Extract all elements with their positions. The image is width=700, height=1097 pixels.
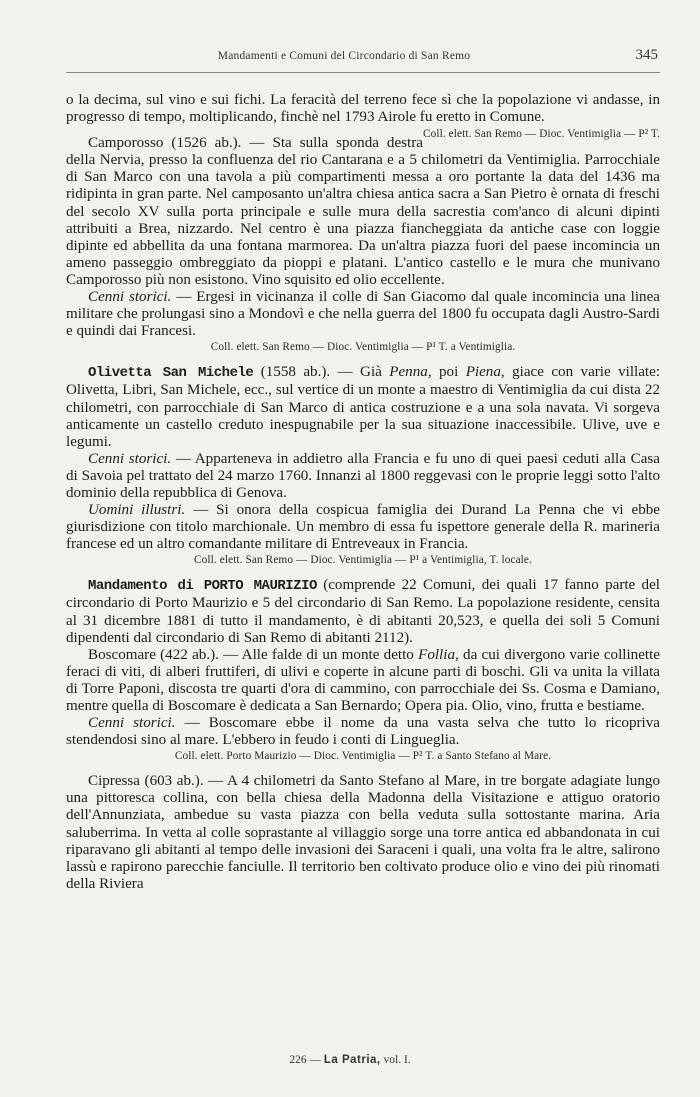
paragraph [66, 135, 660, 289]
paragraph [66, 92, 660, 141]
collegio-line: Coll. elett. Porto Maurizio — Dioc. Ventimiglia — P² T. a Santo Stefano al Mare. [174, 750, 552, 763]
paragraph-text: o la decima, sul vino e sui fichi. La feracità del terreno fece sì che la popolazione vi andasse, in progresso di tempo, moltiplicando, finchè nel 1793 Airole fu eretto in Comune. [66, 92, 660, 126]
paragraph-text: , da cui divergono varie collinette feraci di viti, di alberi fruttiferi, di ulivi e coperte in alcune parti di boschi. Gli va unita la villata di Torre Paponi, discosta tre quarti d'ora di cammino, con parrocchiale dei Ss. Cosma e Damiano, mentre quella di Boscomare è dedicata a San Bernardo; Opera pia. Olio, vino, frutta e bestiame. [66, 646, 660, 714]
entry-name: Camporosso [88, 135, 164, 152]
collegio-line: Coll. elett. San Remo — Dioc. Ventimiglia — P¹ a Ventimiglia, T. locale. [194, 554, 532, 567]
paragraph-text: , poi [427, 364, 466, 381]
page-body [66, 92, 660, 893]
paragraph [66, 502, 660, 553]
italic-term: Follia [418, 646, 455, 663]
entry-name: Olivetta San Michele [88, 365, 254, 382]
italic-term: Penna [389, 364, 428, 381]
entry-camporosso [66, 135, 660, 355]
subheading: Uomini illustri. [88, 502, 186, 519]
page-footer [0, 1054, 700, 1066]
entry-boscomare [66, 647, 660, 765]
entry-mandamento-porto-maurizio [66, 577, 660, 646]
paragraph-text: — Si onora della cospicua famiglia dei Durand La Penna che vi ebbe giurisdizione con titolo marchionale. Un membro di essa fu ispettore generale della R. marineria francese ed un altro comandante militare di Entreveaux in Francia. [66, 502, 660, 553]
paragraph [66, 715, 660, 749]
entry-name: Boscomare [88, 646, 156, 663]
entry-airole-continued [66, 92, 660, 141]
paragraph [66, 289, 660, 340]
paragraph [66, 451, 660, 502]
page-number: 345 [635, 47, 658, 63]
running-header [90, 47, 658, 70]
paragraph-text: — Boscomare ebbe il nome da una vasta selva che tutto lo ricopriva stendendosi sino al mare. L'ebbero in feudo i conti di Lingueglia. [66, 715, 660, 749]
paragraph [66, 647, 660, 715]
paragraph-text: — Apparteneva in addietro alla Francia e fu uno di quei paesi ceduti alla Casa di Savoia pel trattato del 24 marzo 1760. Innanzi al 1800 reggevasi con le proprie leggi sotto l'alto dominio della repubblica di Genova. [66, 450, 660, 501]
entry-cipressa [66, 773, 660, 893]
subheading: Cenni storici. [88, 450, 172, 467]
footer-signature: 226 — [289, 1054, 321, 1066]
entry-olivetta [66, 364, 660, 568]
subheading: Cenni storici. [88, 715, 176, 732]
collegio-line: Coll. elett. San Remo — Dioc. Ventimiglia — P² T. [422, 128, 660, 141]
header-title: Mandamenti e Comuni del Circondario di San Remo [217, 50, 471, 62]
footer-volume: vol. I. [383, 1054, 411, 1066]
paragraph-text: , giace con varie villate: Olivetta, Libri, San Michele, ecc., sul vertice di un monte a maestro di Ventimiglia da cui dista 22 chilometri, con parrocchiale di San Marco di antica costruzione e a una sola navata. Vi sorgeva anticamente un castello creduto inespugnabile per la sua situazione inaccessibile. Ulive, uve e legumi. [66, 364, 661, 450]
paragraph-text: (603 ab.). — A 4 chilometri da Santo Stefano al Mare, in tre borgate adagiate lungo una pittoresca collina, con bella chiesa della Madonna della Visitazione e attiguo oratorio dell'Annunziata, ambedue su vasta piazza con bella veduta sulla sottostante marina. Aria saluberrima. In vetta al colle soprastante al villaggio sorge una torre antica ed abbandonata in cui riparavano gli abitanti al tempo delle invasioni dei Saraceni i quali, una volta fra le altre, salirono lassù e rapirono parecchie fanciulle. Il territorio ben coltivato produce olio e vino dei più rinomati della Riviera [66, 773, 660, 892]
entry-name: Cipressa [88, 773, 140, 790]
paragraph [66, 773, 660, 893]
italic-term: Piena [465, 364, 501, 381]
entry-name: Mandamento di PORTO MAURIZIO [88, 578, 317, 595]
paragraph-text: (1558 ab.). — Già [253, 364, 390, 381]
header-rule [66, 72, 660, 73]
paragraph-text: (422 ab.). — Alle falde di un monte detto [155, 646, 419, 663]
paragraph-text: (comprende 22 Comuni, dei quali 17 fanno parte del circondario di Porto Maurizio e 5 del circondario di San Remo. La popolazione residente, censita al 31 dicembre 1881 di tutto il mandamento, è di abitanti 20,523, e quella dei soli 5 Comuni dipendenti dal circondario di San Remo di abitanti 2112). [66, 577, 660, 646]
paragraph [66, 364, 660, 450]
subheading: Cenni storici. [88, 289, 172, 306]
paragraph-text: (1526 ab.). — Sta sulla sponda destra della Nervia, presso la confluenza del rio Cantarana e a 5 chilometri da Ventimiglia. Parrocchiale di San Marco con una tavola a più compartimenti messa a oro portante la data del 1436 ma ridipinta in gran parte. Nel camposanto un'altra chiesa antica sacra a San Pietro è ornata di freschi del secolo XV sulla porta principale e sulle mura della sacrestia com'anco di alcuni dipinti attribuiti a Brea, nizzardo. Nel centro è una piazza fiancheggiata da antiche case con loggie dipinte ed abbellita da una fontana marmorea. Da un'altra piazza fuori del paese incomincia un ameno passeggio ombreggiato da pioppi e platani. L'antico castello e le mura che munivano Camporosso più non esistono. Vino squisito ed olio eccellente. [66, 135, 660, 288]
collegio-line: Coll. elett. San Remo — Dioc. Ventimiglia — P¹ T. a Ventimiglia. [210, 341, 516, 354]
paragraph [66, 577, 660, 646]
footer-work-title: La Patria, [323, 1054, 381, 1066]
paragraph-text: — Ergesi in vicinanza il colle di San Giacomo dal quale incomincia una linea militare che prolungasi sino a Mondovì e che nella guerra del 1800 fu occupata dagli Austro-Sardi e quindi dai Francesi. [66, 289, 660, 340]
